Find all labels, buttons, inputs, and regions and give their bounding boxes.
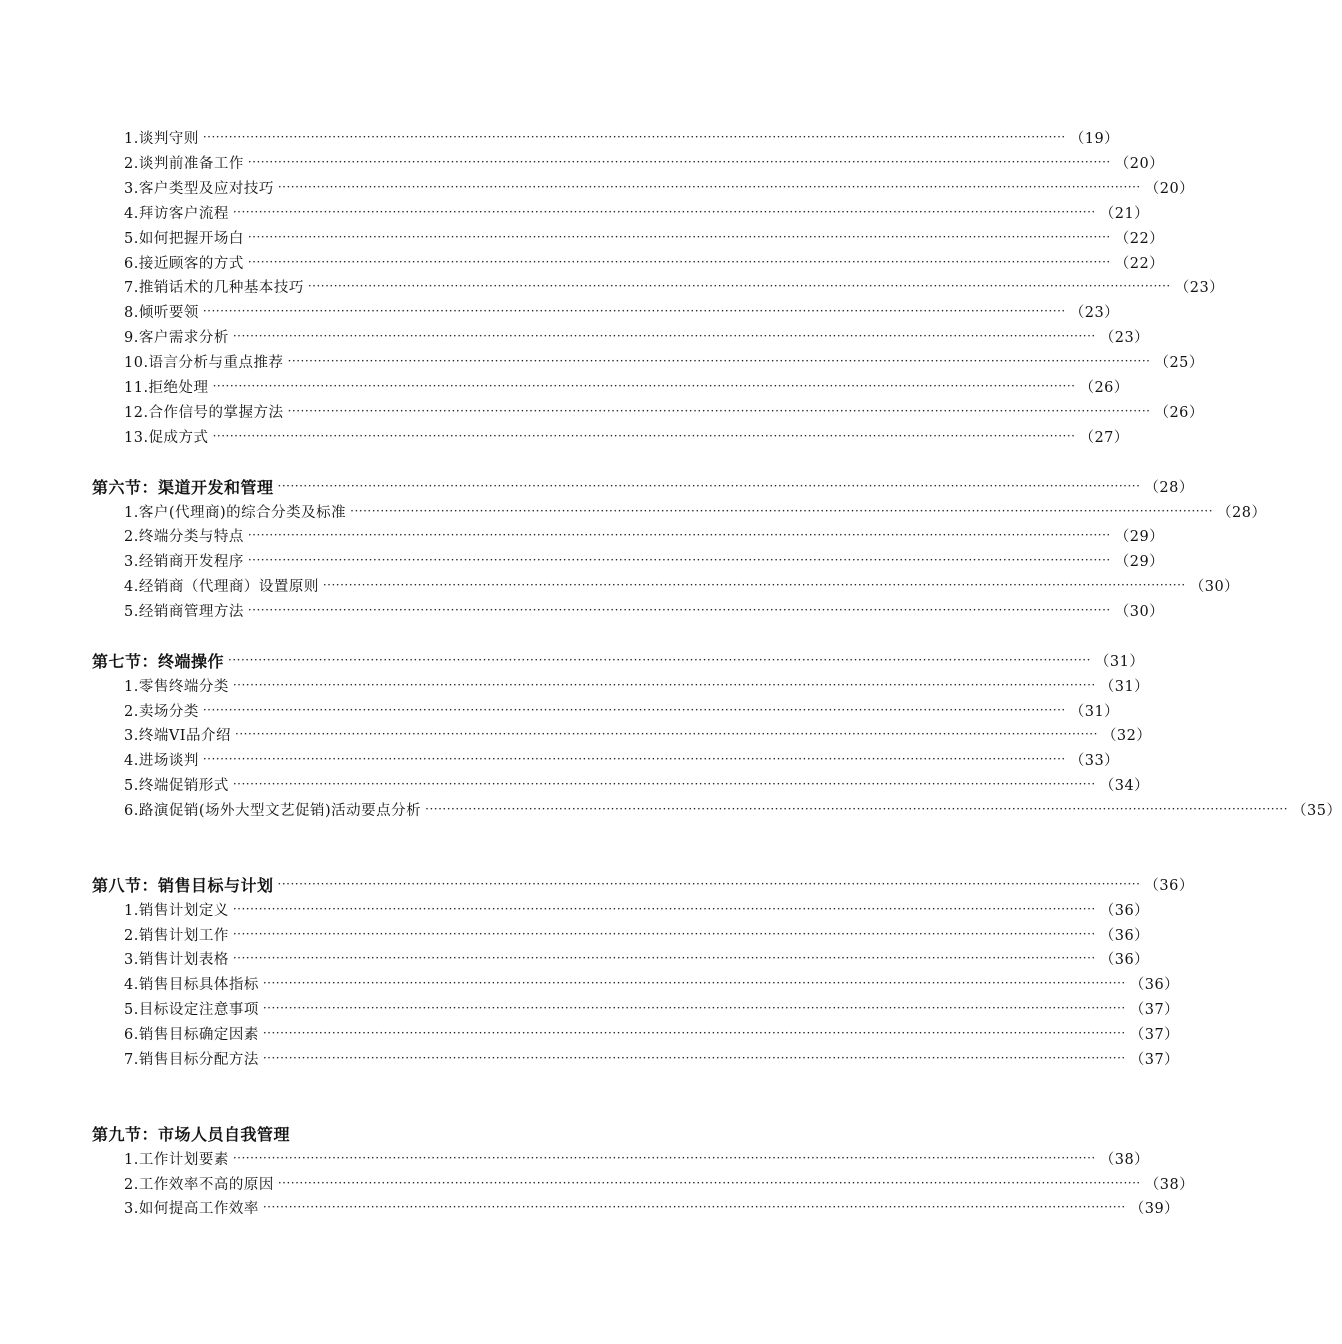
toc-entry[interactable] [124, 276, 1225, 296]
toc-entry-label: 3.如何提高工作效率 [124, 1200, 259, 1217]
leader-dots: ········································································································································································································ [202, 752, 1066, 766]
leader-dots: ········································································································································································································ [228, 653, 1091, 667]
toc-entry-page: （36） [1099, 927, 1150, 944]
toc-entry[interactable] [124, 1023, 1180, 1043]
toc-entry[interactable] [124, 774, 1150, 794]
toc-entry-page: （37） [1129, 1051, 1180, 1068]
toc-entry-page: （38） [1144, 1176, 1195, 1193]
toc-entry[interactable] [124, 700, 1120, 720]
toc-entry[interactable] [124, 152, 1165, 172]
toc-entry-page: （38） [1099, 1151, 1150, 1168]
toc-entry[interactable] [124, 351, 1204, 371]
toc-entry-label: 7.推销话术的几种基本技巧 [124, 279, 304, 296]
toc-entry[interactable] [124, 525, 1165, 545]
toc-entry-label: 5.目标设定注意事项 [124, 1001, 259, 1018]
toc-entry-label: 4.销售目标具体指标 [124, 976, 259, 993]
toc-entry[interactable] [124, 326, 1150, 346]
toc-entry-page: （26） [1079, 379, 1129, 396]
toc-entry-page: （20） [1114, 155, 1165, 172]
toc-entry-label: 12.合作信号的掌握方法 [124, 404, 284, 421]
leader-dots: ········································································································································································································ [232, 678, 1096, 692]
toc-entry-page: （33） [1069, 752, 1120, 769]
leader-dots: ········································································································································································································ [202, 304, 1066, 318]
section-heading-7[interactable] [92, 650, 1145, 671]
leader-dots: ········································································································································································································ [247, 553, 1111, 567]
toc-entry-label: 1.零售终端分类 [124, 678, 229, 695]
toc-entry-label: 6.销售目标确定因素 [124, 1026, 259, 1043]
leader-dots: ········································································································································································································ [212, 429, 1076, 443]
toc-entry-label: 5.终端促销形式 [124, 777, 229, 794]
leader-dots: ········································································································································································································ [350, 504, 1214, 518]
toc-entry[interactable] [124, 227, 1165, 247]
leader-dots: ········································································································································································································ [277, 1176, 1141, 1190]
toc-entry-label: 1.工作计划要素 [124, 1151, 229, 1168]
toc-entry[interactable] [124, 924, 1150, 944]
toc-entry-page: （31） [1099, 678, 1150, 695]
leader-dots: ········································································································································································································ [247, 230, 1111, 244]
toc-entry[interactable] [124, 550, 1165, 570]
leader-dots: ········································································································································································································ [247, 528, 1111, 542]
toc-entry[interactable] [124, 1197, 1180, 1217]
toc-entry-page: （29） [1114, 528, 1165, 545]
toc-entry-page: （30） [1114, 603, 1165, 620]
toc-entry-page: （27） [1079, 429, 1129, 446]
leader-dots: ········································································································································································································ [232, 927, 1096, 941]
leader-dots: ········································································································································································································ [232, 902, 1096, 916]
section-page: （28） [1144, 479, 1194, 496]
toc-entry[interactable] [124, 376, 1129, 396]
toc-entry-page: （29） [1114, 553, 1165, 570]
toc-entry-label: 1.销售计划定义 [124, 902, 229, 919]
toc-entry-page: （31） [1069, 703, 1120, 720]
toc-entry[interactable] [124, 724, 1152, 744]
section-title: 第八节：销售目标与计划 [92, 875, 274, 895]
toc-entry-label: 6.接近顾客的方式 [124, 255, 244, 272]
toc-entry-page: （28） [1217, 504, 1267, 521]
toc-entry-label: 3.终端VI品介绍 [124, 727, 232, 744]
toc-entry-label: 2.销售计划工作 [124, 927, 229, 944]
toc-entry-page: （22） [1114, 255, 1165, 272]
toc-entry-page: （21） [1099, 205, 1150, 222]
toc-entry[interactable] [124, 252, 1165, 272]
leader-dots: ········································································································································································································ [322, 578, 1186, 592]
toc-entry-label: 3.经销商开发程序 [124, 553, 244, 570]
toc-entry[interactable] [124, 973, 1180, 993]
leader-dots: ········································································································································································································ [212, 379, 1076, 393]
leader-dots: ········································································································································································································ [247, 255, 1111, 269]
toc-entry-label: 7.销售目标分配方法 [124, 1051, 259, 1068]
toc-entry[interactable] [124, 575, 1240, 595]
leader-dots: ········································································································································································································ [287, 354, 1151, 368]
toc-entry-page: （20） [1144, 180, 1195, 197]
toc-entry[interactable] [124, 301, 1120, 321]
section-page: （36） [1144, 877, 1194, 894]
toc-entry[interactable] [124, 501, 1267, 521]
toc-entry-label: 1.客户(代理商)的综合分类及标准 [124, 504, 347, 521]
leader-dots: ········································································································································································································ [307, 279, 1171, 293]
toc-entry[interactable] [124, 600, 1165, 620]
toc-entry-page: （25） [1154, 354, 1204, 371]
toc-entry[interactable] [124, 202, 1150, 222]
toc-entry[interactable] [124, 1048, 1180, 1068]
leader-dots: ········································································································································································································ [262, 976, 1126, 990]
toc-entry-page: （32） [1101, 727, 1152, 744]
toc-entry[interactable] [124, 401, 1204, 421]
toc-entry-page: （34） [1099, 777, 1150, 794]
leader-dots: ········································································································································································································ [202, 703, 1066, 717]
toc-entry-page: （22） [1114, 230, 1165, 247]
leader-dots: ········································································································································································································ [287, 404, 1151, 418]
toc-entry-label: 5.经销商管理方法 [124, 603, 244, 620]
toc-entry-label: 3.销售计划表格 [124, 951, 229, 968]
section-title: 第七节：终端操作 [92, 651, 225, 671]
leader-dots: ········································································································································································································ [425, 802, 1289, 816]
toc-entry-page: （23） [1174, 279, 1225, 296]
leader-dots: ········································································································································································································ [232, 777, 1096, 791]
toc-entry-label: 2.卖场分类 [124, 703, 199, 720]
toc-entry-page: （37） [1129, 1026, 1180, 1043]
leader-dots: ········································································································································································································ [247, 603, 1111, 617]
leader-dots: ········································································································································································································ [277, 877, 1141, 891]
toc-entry[interactable] [124, 799, 1342, 819]
toc-entry-page: （30） [1189, 578, 1240, 595]
toc-entry[interactable] [124, 177, 1195, 197]
toc-entry-label: 5.如何把握开场白 [124, 230, 244, 247]
toc-entry-label: 8.倾听要领 [124, 304, 199, 321]
toc-entry-page: （37） [1129, 1001, 1180, 1018]
leader-dots: ········································································································································································································ [232, 951, 1096, 965]
leader-dots: ········································································································································································································ [262, 1051, 1126, 1065]
leader-dots: ········································································································································································································ [232, 1151, 1096, 1165]
leader-dots: ········································································································································································································ [262, 1001, 1126, 1015]
toc-entry-label: 9.客户需求分析 [124, 329, 229, 346]
toc-entry-label: 2.工作效率不高的原因 [124, 1176, 274, 1193]
toc-entry-label: 4.拜访客户流程 [124, 205, 229, 222]
toc-entry[interactable] [124, 948, 1150, 968]
toc-entry-page: （35） [1292, 802, 1342, 819]
leader-dots: ········································································································································································································ [232, 205, 1096, 219]
toc-entry-page: （36） [1129, 976, 1180, 993]
section-title: 第九节：市场人员自我管理 [92, 1124, 291, 1144]
toc-entry-page: （23） [1099, 329, 1150, 346]
toc-entry[interactable] [124, 675, 1150, 695]
section-heading-8[interactable] [92, 874, 1194, 895]
toc-entry-label: 2.谈判前准备工作 [124, 155, 244, 172]
section-title: 第六节：渠道开发和管理 [92, 477, 274, 497]
toc-entry-label: 13.促成方式 [124, 429, 209, 446]
toc-entry-label: 6.路演促销(场外大型文艺促销)活动要点分析 [124, 802, 422, 819]
toc-entry-label: 11.拒绝处理 [124, 379, 209, 396]
section-page: （31） [1094, 653, 1145, 670]
toc-entry[interactable] [124, 899, 1150, 919]
toc-entry-label: 1.谈判守则 [124, 130, 199, 147]
leader-dots: ········································································································································································································ [247, 155, 1111, 169]
toc-entry-label: 4.经销商（代理商）设置原则 [124, 578, 319, 595]
toc-entry-page: （36） [1099, 951, 1150, 968]
leader-dots: ········································································································································································································ [262, 1026, 1126, 1040]
toc-entry[interactable] [124, 426, 1129, 446]
toc-entry[interactable] [124, 1173, 1195, 1193]
leader-dots: ········································································································································································································ [262, 1200, 1126, 1214]
leader-dots: ········································································································································································································ [277, 479, 1141, 493]
section-heading-6[interactable] [92, 476, 1194, 497]
toc-entry-page: （39） [1129, 1200, 1180, 1217]
toc-entry[interactable] [124, 127, 1120, 147]
leader-dots: ········································································································································································································ [202, 130, 1066, 144]
leader-dots: ········································································································································································································ [235, 727, 1098, 741]
section-heading-9[interactable] [92, 1123, 806, 1143]
toc-entry-page: （23） [1069, 304, 1120, 321]
toc-entry[interactable] [124, 749, 1120, 769]
leader-dots: ········································································································································································································ [232, 329, 1096, 343]
toc-entry-page: （19） [1069, 130, 1120, 147]
toc-entry-label: 4.进场谈判 [124, 752, 199, 769]
toc-entry-label: 10.语言分析与重点推荐 [124, 354, 284, 371]
toc-entry-label: 2.终端分类与特点 [124, 528, 244, 545]
toc-entry[interactable] [124, 1148, 1150, 1168]
toc-entry-page: （26） [1154, 404, 1204, 421]
leader-dots: ········································································································································································································ [277, 180, 1141, 194]
toc-entry-page: （36） [1099, 902, 1150, 919]
toc-entry[interactable] [124, 998, 1180, 1018]
toc-entry-label: 3.客户类型及应对技巧 [124, 180, 274, 197]
